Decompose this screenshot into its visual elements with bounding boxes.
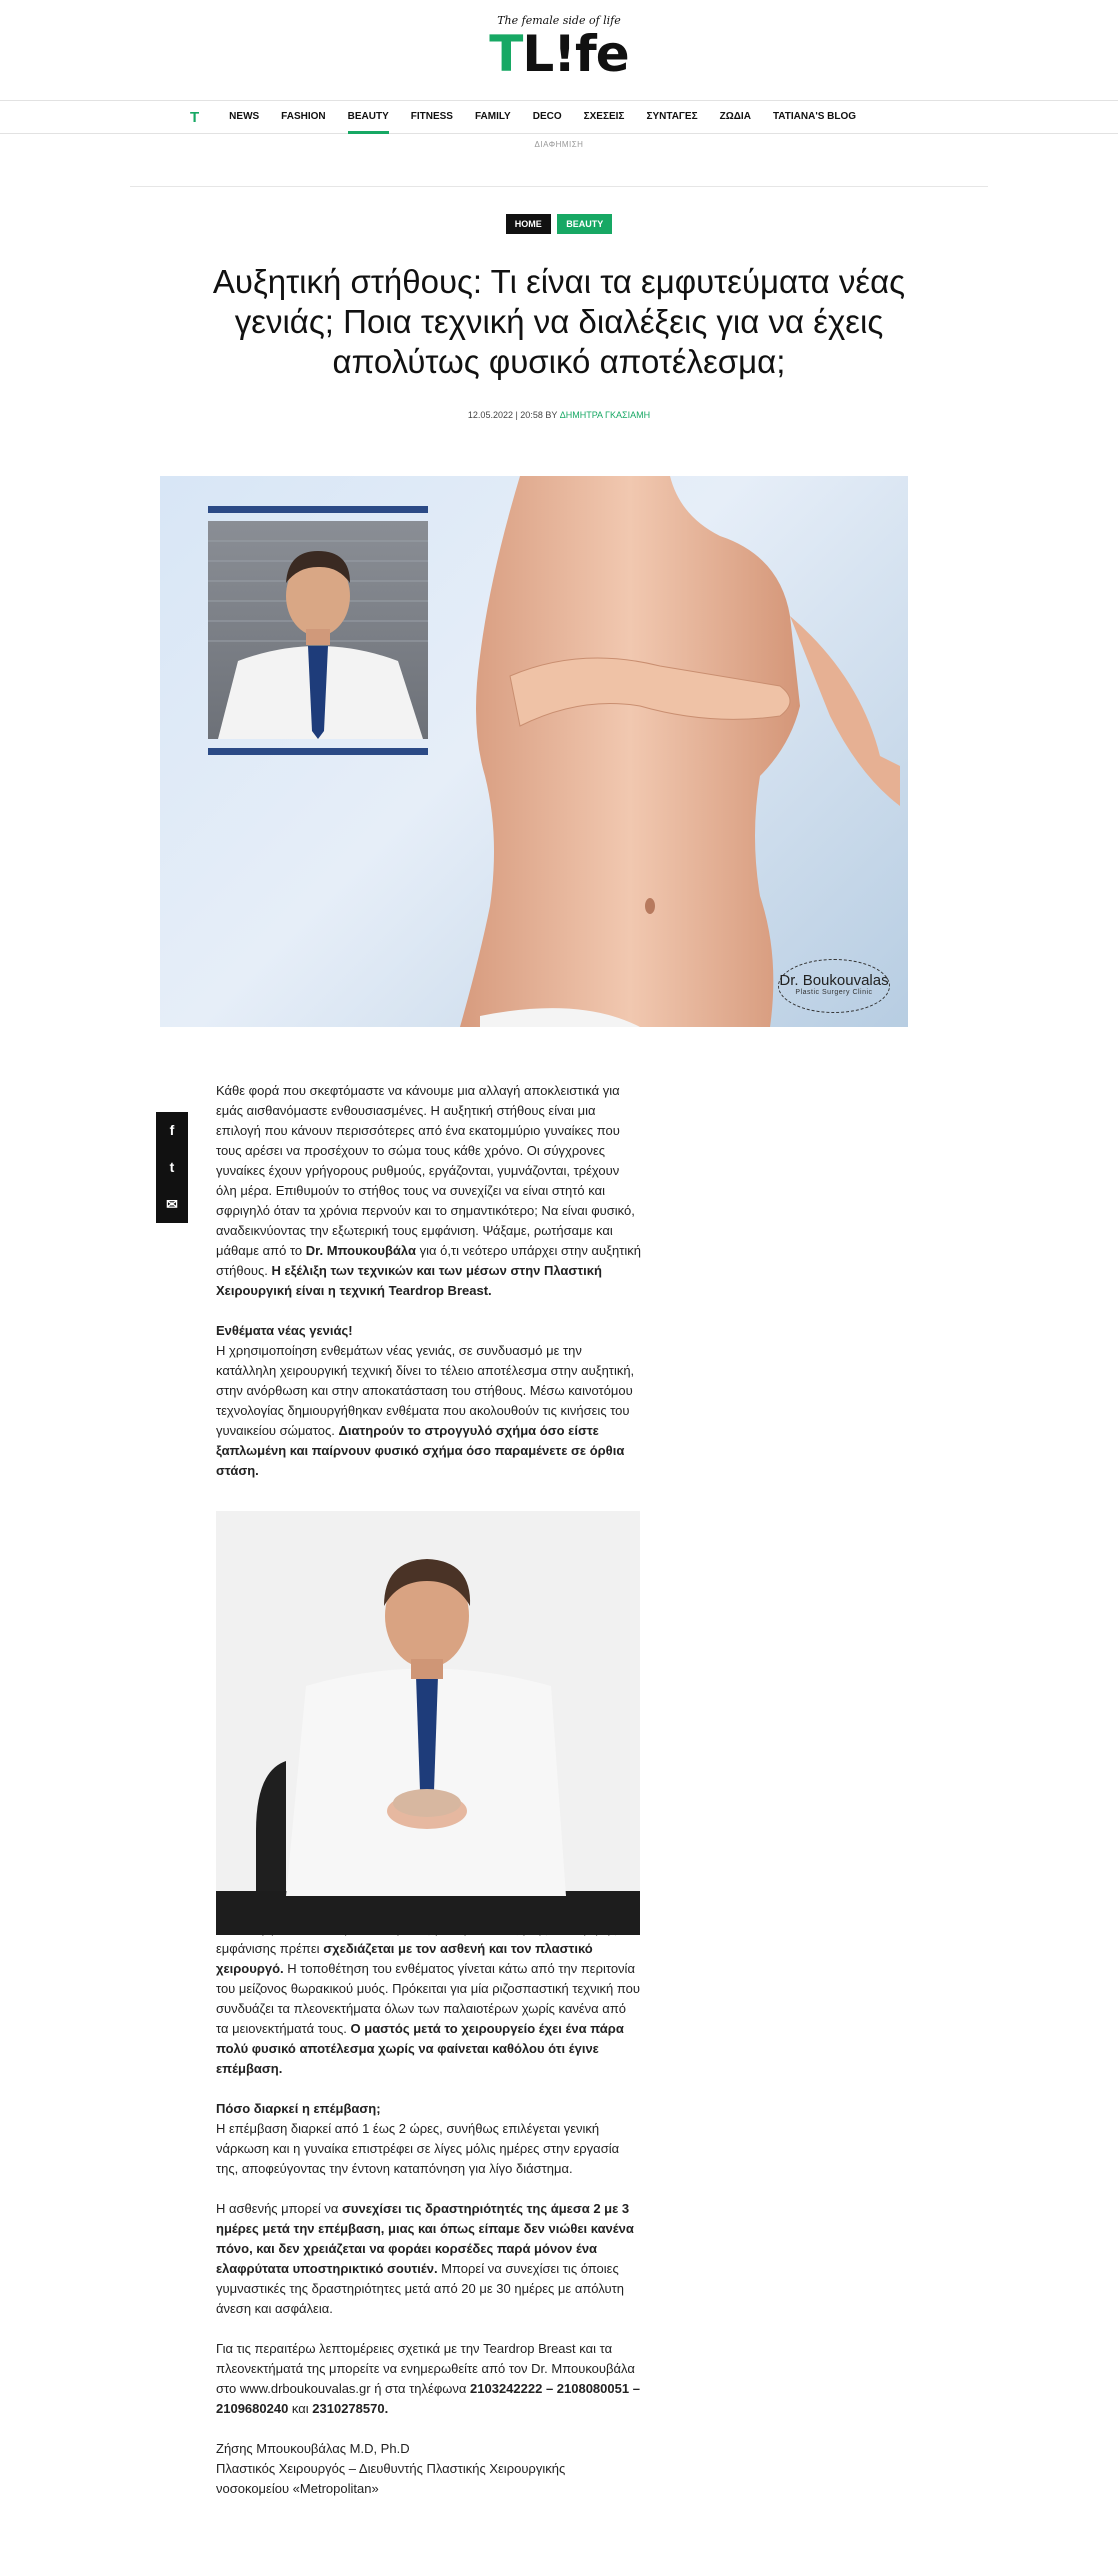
signature [216, 2439, 641, 2499]
text: Μπορεί να συνεχίσει τις όποιες γυμναστικές της δραστηριότητες μετά από 20 με 30 ημέρες με απόλυτη άνεση και ασφάλεια. [216, 2261, 624, 2316]
text: Η επέμβαση διαρκεί από 1 έως 2 ώρες, συνήθως επιλέγεται γενική νάρκωση και η γυναίκα επιστρέφει σε λίγες μόλις ημέρες στην εργασία της, αποφεύγοντας την έντονη καταπόνηση για λίγο διάστημα. [216, 2121, 620, 2176]
bold-text: Η εξέλιξη των τεχνικών και των μέσων στην Πλαστική Χειρουργική είναι η τεχνική Teardrop Breast. [216, 1263, 602, 1298]
hero-illustration [460, 476, 908, 1027]
paragraph-5 [216, 2199, 641, 2319]
nav-item-fashion[interactable]: FASHION [281, 111, 326, 122]
paragraph-3 [216, 1919, 641, 2079]
breadcrumb [0, 214, 1118, 234]
text: Κάθε φορά που σκεφτόμαστε να κάνουμε μια αλλαγή αποκλειστικά για εμάς αισθανόμαστε ενθουσιασμένες. Η αυξητική στήθους είναι μια επιλογή που κάνουν περισσότερες από ένα εκατομμύριο γυναίκες που τους αρέσει να προσέχουν το σώμα τους κάθε χρόνο. Οι σύγχρονες γυναίκες έχουν γρήγορους ρυθμούς, εργάζονται, γυμνάζονται, τρέχουν όλη μέρα. Επιθυμούν το στήθος τους να συνεχίζει να είναι στητό και σφριγηλό όταν τα χρόνια περνούν και το σημαντικότερο; Να είναι φυσικό, αναδεικνύοντας την εξωτερική τους εμφάνιση. Ψάξαμε, ρωτήσαμε και μάθαμε από το [216, 1083, 635, 1258]
nav-item-family[interactable]: FAMILY [474, 111, 511, 122]
twitter-share-icon[interactable]: t [156, 1149, 188, 1186]
nav-item-fitness[interactable]: FITNESS [410, 111, 453, 122]
article-meta [0, 410, 1118, 420]
bold-text: Διατηρούν το στρογγυλό σχήμα όσο είστε ξαπλωμένη και παίρνουν φυσικό σχήμα όσο παραμένετε σε όρθια στάση. [216, 1423, 625, 1478]
text: εμφάνισης πρέπει [216, 1941, 320, 1956]
clinic-logo-sub: Plastic Surgery Clinic [795, 989, 873, 996]
text: Για τις περαιτέρω λεπτομέρειες σχετικά με την Teardrop Breast και τα πλεονεκτήματά της μπορείτε να ενημερωθείτε από τον Dr. Μπουκουβάλα στο www.drboukouvalas.gr ή στα τηλέφωνα [216, 2341, 635, 2396]
clinic-logo-name: Dr. Boukouvalas [779, 972, 889, 989]
doctor-portrait [208, 521, 428, 739]
nav-list [190, 101, 878, 133]
hero-frame-top [208, 506, 428, 513]
nav-home-icon[interactable]: T [190, 108, 200, 126]
author-link[interactable]: ΔΗΜΗΤΡΑ ΓΚΑΣΙΑΜΗ [559, 410, 651, 420]
text: Η χρησιμοποίηση ενθεμάτων νέας γενιάς, σε συνδυασμό με την κατάλληλη χειρουργική τεχνική δίνει το τέλειο αποτέλεσμα στην αυξητική, στην ανόρθωση και στην αποκατάσταση του στήθους. Μέσω καινοτόμου τεχνολογίας δημιουργήθηκαν ενθέματα που ακολουθούν τις κινήσεις του γυναικείου σώματος. [216, 1343, 635, 1438]
ad-label: ΔΙΑΦΗΜΙΣΗ [534, 140, 584, 149]
bold-text: συνεχίσει τις δραστηριότητές της άμεσα 2 με 3 ημέρες μετά την επέμβαση, μιας και όπως είπαμε δεν νιώθει κανένα πόνο, και δεν χρειάζεται να φοράει κορσέδες παρά μόνον ένα ελαφρύτατα υποστηρικτικό σουτιέν. [216, 2201, 634, 2276]
site-logo[interactable] [0, 26, 1118, 82]
signature-title: Πλαστικός Χειρουργός – Διευθυντής Πλαστικής Χειρουργικής νοσοκομείου «Metropolitan» [216, 2461, 566, 2496]
share-bar [156, 1112, 188, 1223]
breadcrumb-home[interactable]: HOME [506, 214, 551, 234]
by-label: BY [545, 410, 558, 420]
divider [130, 186, 988, 187]
site-header [0, 0, 1118, 100]
article-date: 12.05.2022 | 20:58 [467, 410, 543, 420]
article-title: Αυξητική στήθους: Τι είναι τα εμφυτεύματα νέας γενιάς; Ποια τεχνική να διαλέξεις για να έχεις απολύτως φυσικό αποτέλεσμα; [212, 263, 906, 380]
phone-numbers: 2103242222 – 2108080051 – 2109680240 [216, 2381, 640, 2416]
text: Η ασθενής μπορεί να [216, 2201, 342, 2216]
bold-text: σχεδιάζεται με τον ασθενή και τον πλαστικό χειρουργό. [216, 1941, 593, 1976]
breadcrumb-beauty[interactable]: BEAUTY [557, 214, 612, 234]
subheading-duration: Πόσο διαρκεί η επέμβαση; [216, 2101, 381, 2116]
paragraph-1 [216, 1081, 641, 1301]
phone-number: 2310278570. [312, 2401, 389, 2416]
text: Η τοποθέτηση του ενθέματος γίνεται κάτω από την περιτονία του μείζονος θωρακικού μυός. Πρόκειται για μία ριζοσπαστική τεχνική που συνδυάζει τα πλεονεκτήματα όλων των παλαιοτέρων χωρίς κανένα από τα μειονεκτήματά τους. [216, 1961, 640, 2036]
paragraph-2 [216, 1321, 641, 1481]
hero-frame-bottom [208, 748, 428, 755]
doctor-holding-implant-photo [216, 1511, 640, 1935]
hero-image [160, 476, 908, 1027]
text: και [288, 2401, 313, 2416]
logo-t: T [489, 25, 523, 83]
nav-item-tatianas-blog[interactable]: TATIANA'S BLOG [772, 111, 857, 122]
paragraph-4 [216, 2099, 641, 2179]
clinic-logo [778, 959, 890, 1013]
email-share-icon[interactable]: ✉ [156, 1186, 188, 1223]
subheading-new-implants: Ενθέματα νέας γενιάς! [216, 1323, 353, 1338]
logo-text: L!fe [522, 25, 629, 83]
nav-item-beauty[interactable]: BEAUTY [348, 101, 389, 133]
facebook-share-icon[interactable]: f [156, 1112, 188, 1149]
nav-item-deco[interactable]: DECO [532, 111, 562, 122]
text: για ό,τι νεότερο υπάρχει στην αυξητική στήθους. [216, 1243, 641, 1278]
main-nav [0, 100, 1118, 134]
nav-item-relationships[interactable]: ΣΧΕΣΕΙΣ [583, 111, 625, 122]
nav-item-news[interactable]: NEWS [229, 111, 260, 122]
site-tagline: The female side of life [497, 14, 621, 27]
nav-item-zodiac[interactable]: ΖΩΔΙΑ [719, 111, 751, 122]
bold-text: Ο μαστός μετά το χειρουργείο έχει ένα πάρα πολύ φυσικό αποτέλεσμα χωρίς να φαίνεται καθόλου ότι έγινε επέμβαση. [216, 2021, 624, 2076]
paragraph-6 [216, 2339, 641, 2419]
bold-text: Dr. Μπουκουβάλα [305, 1243, 416, 1258]
nav-item-recipes[interactable]: ΣΥΝΤΑΓΕΣ [646, 111, 698, 122]
signature-name: Ζήσης Μπουκουβάλας M.D, Ph.D [216, 2441, 410, 2456]
